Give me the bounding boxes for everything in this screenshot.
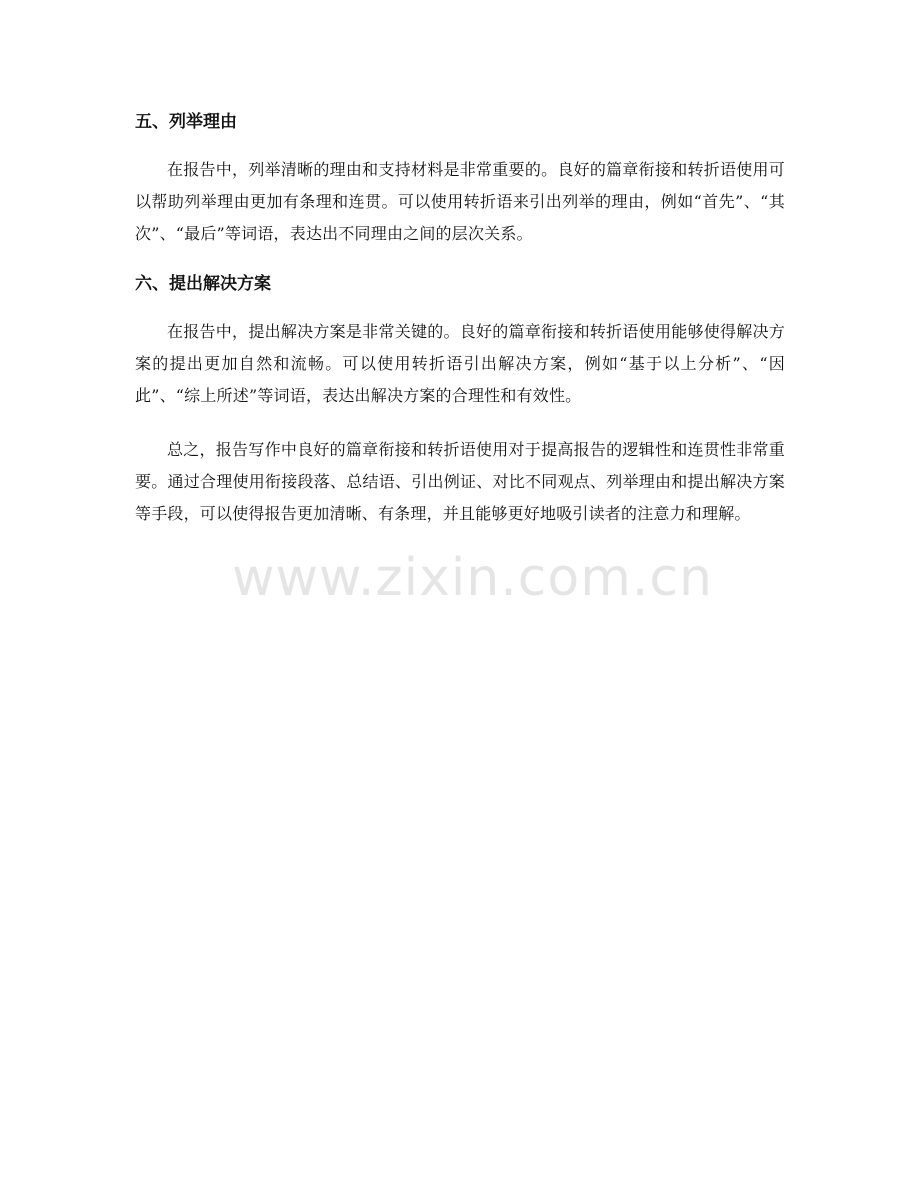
section-heading-6: 六、提出解决方案 <box>135 274 271 294</box>
section-heading-5: 五、列举理由 <box>135 112 237 132</box>
section-5-paragraph: 在报告中，列举清晰的理由和支持材料是非常重要的。良好的篇章衔接和转折语使用可以帮助列举理由更加有条理和连贯。可以使用转折语来引出列举的理由，例如“首先”、“其次”、“最后”等词语，表达出不同理由之间的层次关系。 <box>135 160 785 243</box>
conclusion-paragraph: 总之，报告写作中良好的篇章衔接和转折语使用对于提高报告的逻辑性和连贯性非常重要。通过合理使用衔接段落、总结语、引出例证、对比不同观点、列举理由和提出解决方案等手段，可以使得报告更加清晰、有条理，并且能够更好地吸引读者的注意力和理解。 <box>135 440 785 523</box>
watermark: www.zixin.com.cn <box>232 548 713 608</box>
document-body <box>135 106 785 552</box>
section-6-paragraph: 在报告中，提出解决方案是非常关键的。良好的篇章衔接和转折语使用能够使得解决方案的提出更加自然和流畅。可以使用转折语引出解决方案，例如“基于以上分析”、“因此”、“综上所述”等词语，表达出解决方案的合理性和有效性。 <box>135 322 785 405</box>
